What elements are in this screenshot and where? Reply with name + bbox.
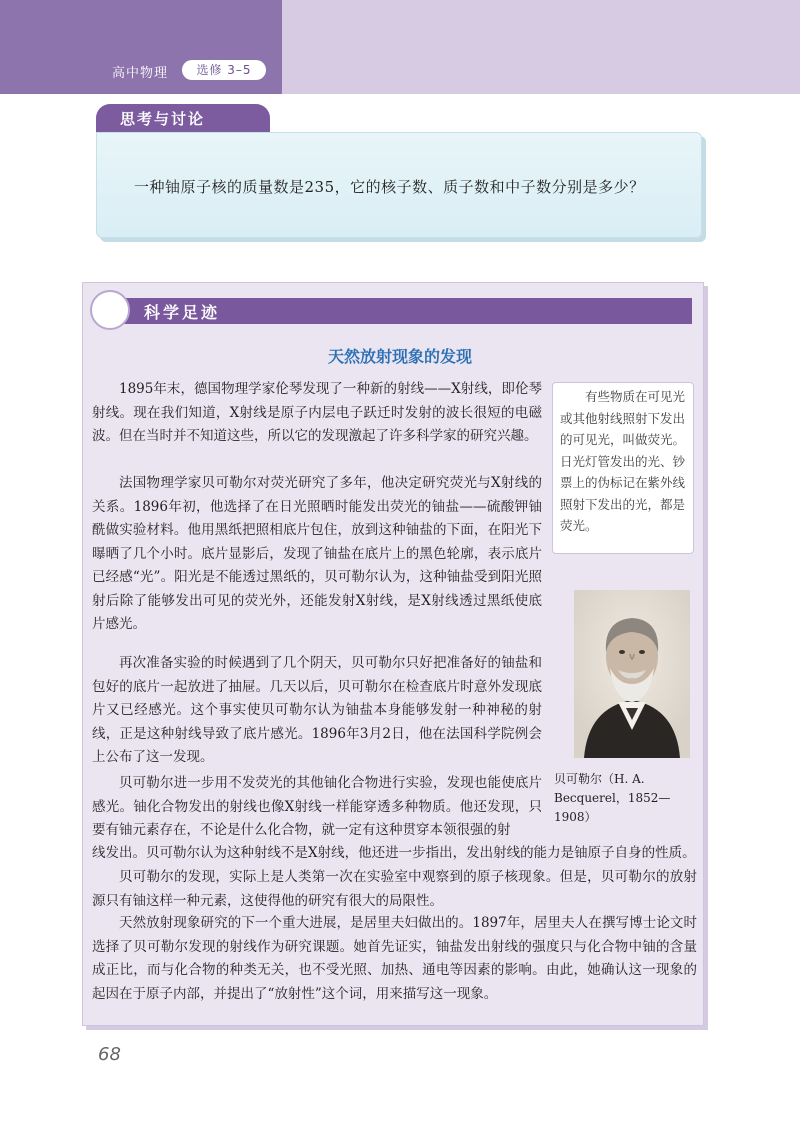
paragraph-2: 法国物理学家贝可勒尔对荧光研究了多年，他决定研究荧光与X射线的关系。1896年初，他选择了在日光照晒时能发出荧光的铀盐——硫酸钾铀酰做实验材料。他用黑纸把照相底片包住，放到这种铀盐的下面，在阳光下曝晒了几个小时。底片显影后，发现了铀盐在底片上的黑色轮廓，表示底片已经感“光”。阳光是不能透过黑纸的，贝可勒尔认为，这种铀盐受到阳光照射后除了能够发出可见的荧光外，还能发射X射线，是X射线透过黑纸使底片感光。 bbox=[92, 475, 542, 632]
article-title: 天然放射现象的发现 bbox=[327, 347, 472, 366]
header-subject: 高中物理 bbox=[112, 66, 169, 81]
section-circle-icon bbox=[90, 290, 130, 330]
paragraph-1: 1895年末，德国物理学家伦琴发现了一种新的射线——X射线，即伦琴射线。现在我们知道，X射线是原子内层电子跃迁时发射的波长很短的电磁波。但在当时并不知道这些，所以它的发现激起了许多科学家的研究兴趣。 bbox=[92, 381, 542, 444]
paragraph-5: 贝可勒尔的发现，实际上是人类第一次在实验室中观察到的原子核现象。但是，贝可勒尔的放射源只有铀这样一种元素，这使得他的研究有很大的局限性。 bbox=[92, 869, 697, 909]
side-note-text: 有些物质在可见光或其他射线照射下发出的可见光，叫做荧光。日光灯管发出的光、钞票上的伪标记在紫外线照射下发出的光，都是荧光。 bbox=[560, 389, 686, 533]
becquerel-portrait bbox=[574, 590, 690, 758]
header-volume-badge: 选修 3–5 bbox=[182, 60, 266, 80]
science-footprint-title: 科学足迹 bbox=[144, 303, 221, 322]
think-discuss-title: 思考与讨论 bbox=[120, 110, 206, 128]
paragraph-4-continued: 线发出。贝可勒尔认为这种射线不是X射线，他还进一步指出，发出射线的能力是铀原子自身的性质。 bbox=[92, 845, 696, 861]
think-discuss-question: 一种铀原子核的质量数是235，它的核子数、质子数和中子数分别是多少？ bbox=[134, 178, 645, 196]
paragraph-6: 天然放射现象研究的下一个重大进展，是居里夫妇做出的。1897年，居里夫人在撰写博士论文时选择了贝可勒尔发现的射线作为研究课题。她首先证实，铀盐发出射线的强度只与化合物中铀的含量成正比，而与化合物的种类无关，也不受光照、加热、通电等因素的影响。由此，她确认这一现象的起因在于原子内部，并提出了“放射性”这个词，用来描写这一现象。 bbox=[92, 915, 697, 1002]
paragraph-4: 贝可勒尔进一步用不发荧光的其他铀化合物进行实验，发现也能使底片感光。铀化合物发出的射线也像X射线一样能穿透多种物质。他还发现，只要有铀元素存在，不论是什么化合物，就一定有这种贯穿本领很强的射 bbox=[92, 775, 542, 838]
portrait-caption: 贝可勒尔（H. A. Becquerel，1852—1908） bbox=[554, 772, 671, 824]
page-number: 68 bbox=[98, 1044, 121, 1065]
paragraph-3: 再次准备实验的时候遇到了几个阴天，贝可勒尔只好把准备好的铀盐和包好的底片一起放进了抽屉。几天以后，贝可勒尔在检查底片时意外发现底片又已经感光。这个事实使贝可勒尔认为铀盐本身能够发射一种神秘的射线，正是这种射线导致了底片感光。1896年3月2日，他在法国科学院例会上公布了这一发现。 bbox=[92, 655, 542, 765]
